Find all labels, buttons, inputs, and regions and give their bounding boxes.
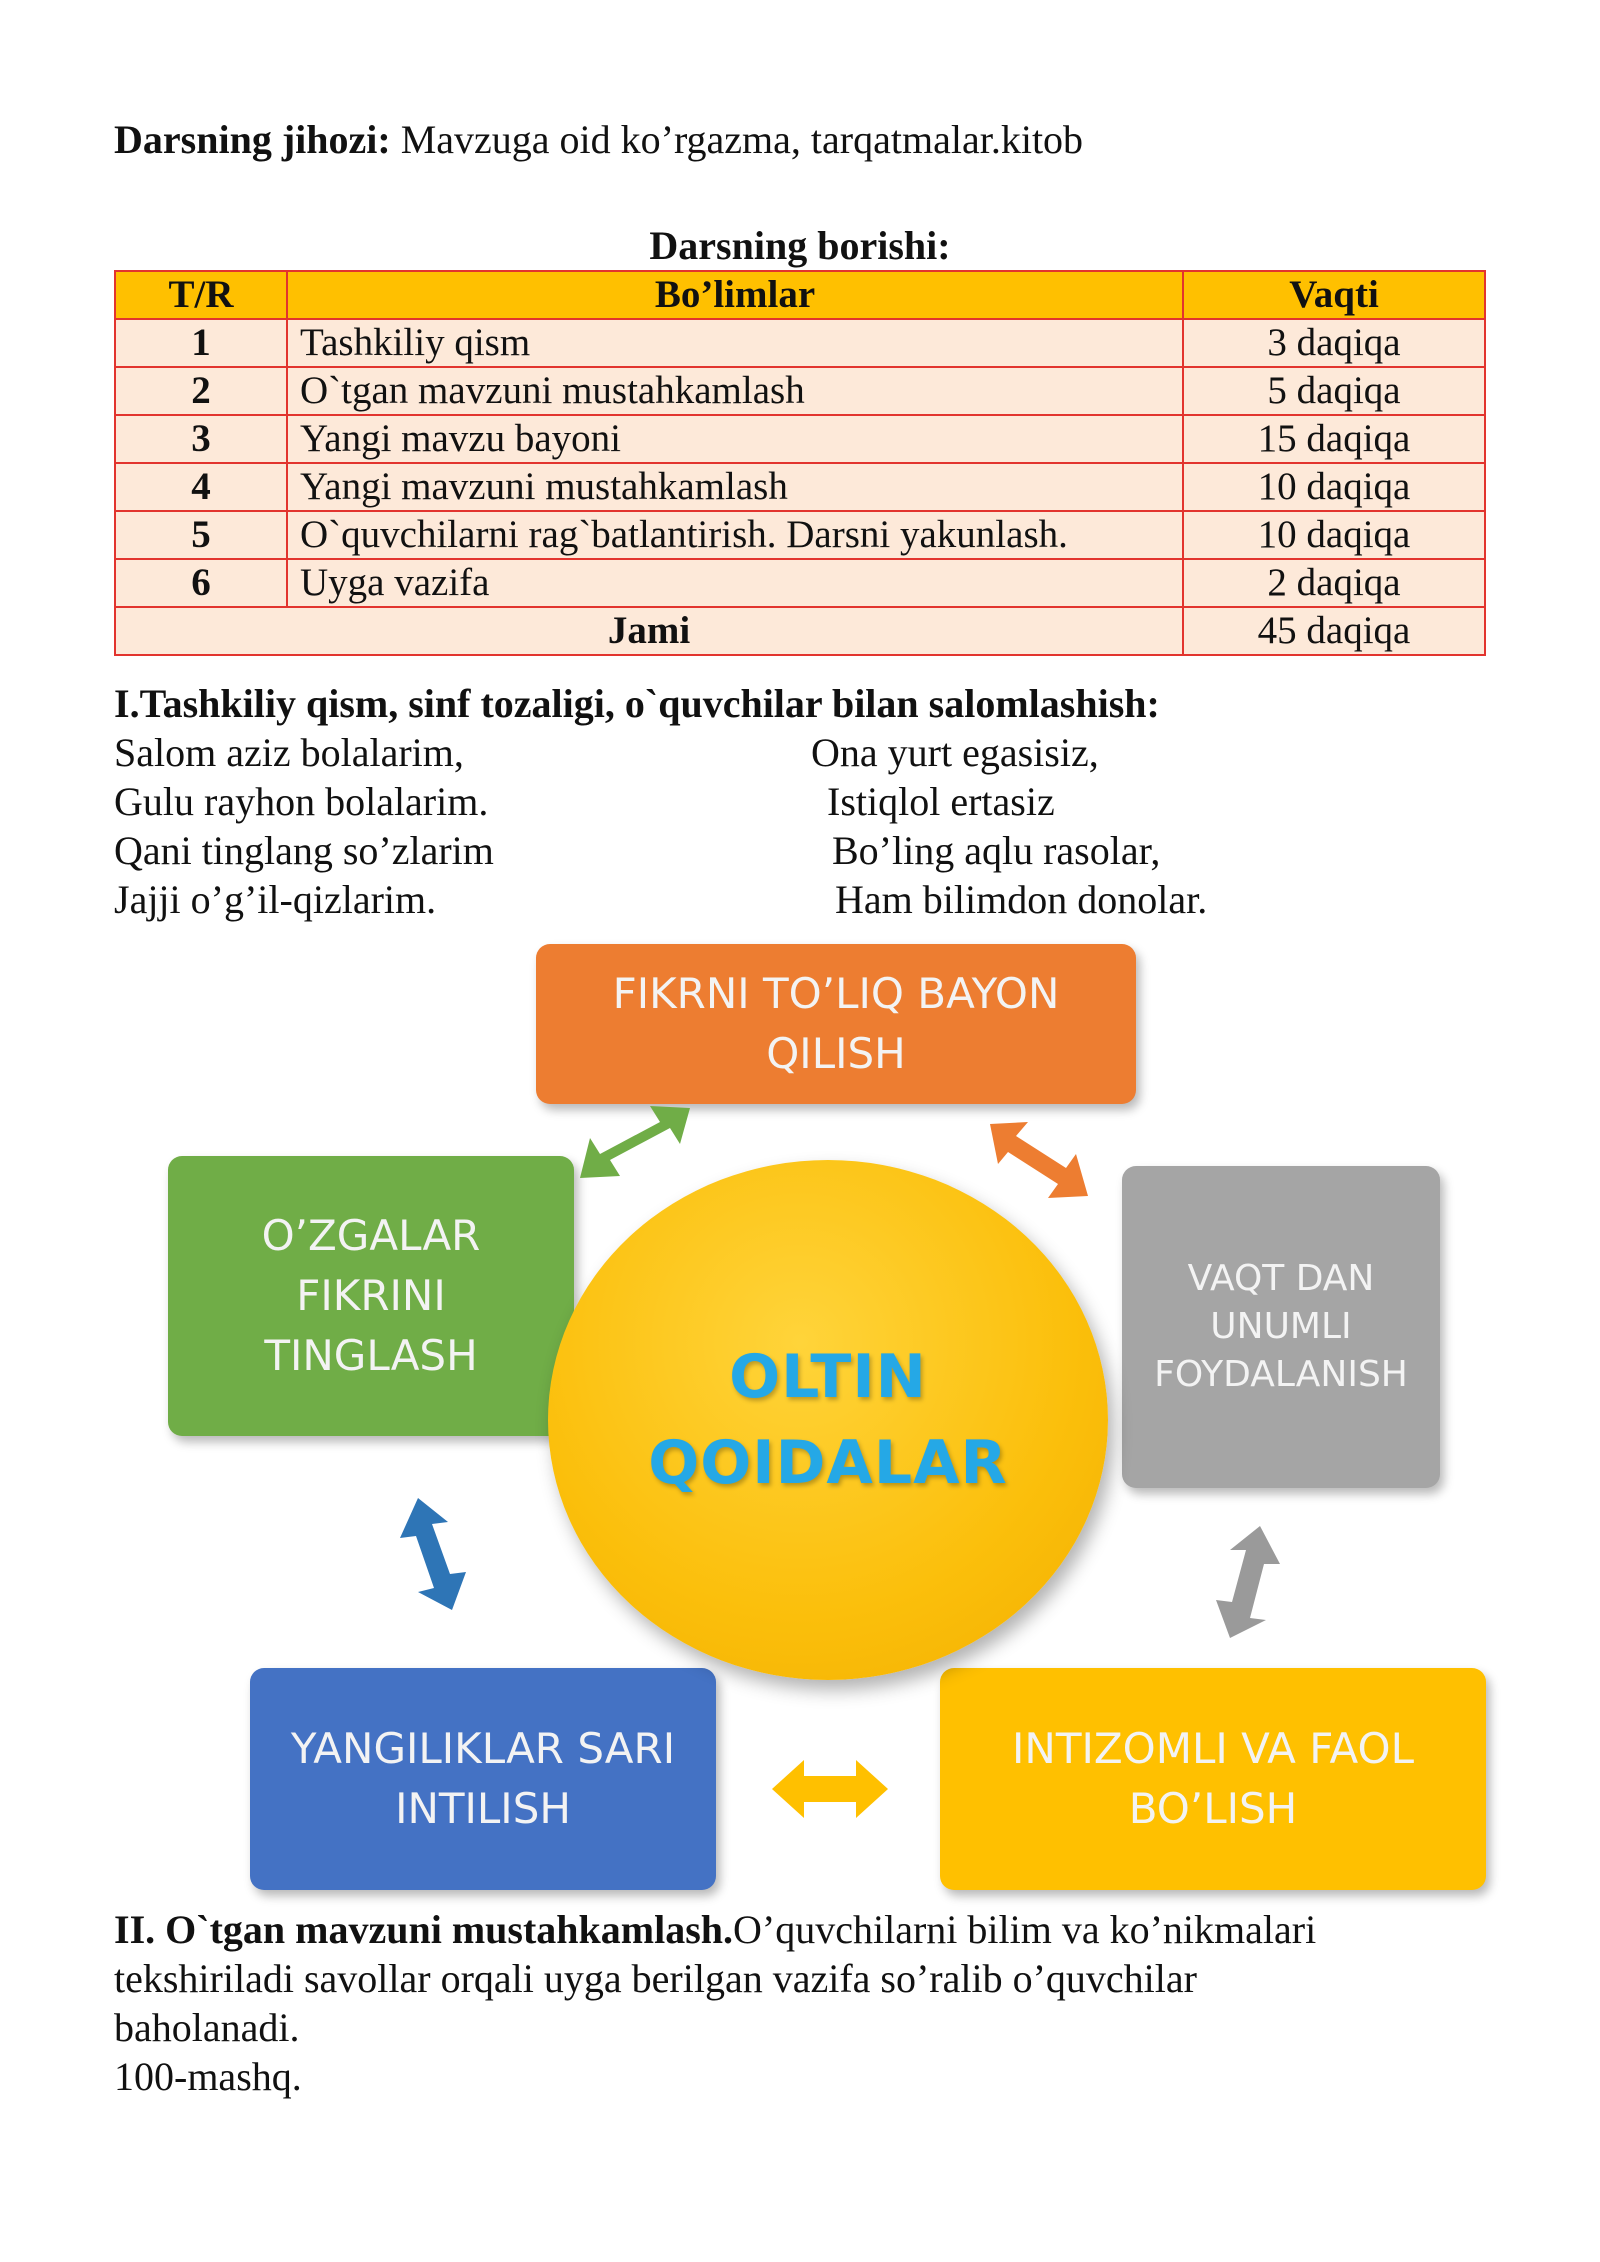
rule-box-bottom-right	[940, 1668, 1486, 1890]
double-arrow-icon	[396, 1494, 476, 1614]
double-arrow-icon	[984, 1114, 1094, 1204]
row-number: 4	[115, 463, 287, 511]
table-total-row	[115, 607, 1485, 655]
rule-box-bottom-left	[250, 1668, 716, 1890]
rule-box-right-line: UNUMLI	[1210, 1306, 1352, 1347]
center-circle	[548, 1160, 1108, 1680]
total-time: 45 daqiqa	[1183, 607, 1485, 655]
table-row	[115, 367, 1485, 415]
row-number: 6	[115, 559, 287, 607]
row-time: 10 daqiqa	[1183, 463, 1485, 511]
rule-box-left-line: FIKRINI	[296, 1271, 446, 1320]
section2-first-line	[114, 1906, 1316, 1954]
table-row	[115, 463, 1485, 511]
table-row	[115, 559, 1485, 607]
poem-right-line: Ona yurt egasisiz,	[811, 730, 1099, 775]
equipment-line	[114, 116, 1083, 164]
section2-text: O’quvchilarni bilim va ko’nikmalari	[733, 1907, 1317, 1952]
section2-heading: II. O`tgan mavzuni mustahkamlash.	[114, 1907, 734, 1952]
rule-box-left	[168, 1156, 574, 1436]
table-header-row	[115, 271, 1485, 319]
section2-text-line: baholanadi.	[114, 2005, 300, 2050]
section2-text-line: tekshiriladi savollar orqali uyga berilgan vazifa so’ralib o’quvchilar	[114, 1956, 1197, 2001]
row-time: 2 daqiqa	[1183, 559, 1485, 607]
rule-box-bottom-right-line: INTIZOMLI VA FAOL	[1012, 1724, 1414, 1773]
total-label: Jami	[115, 607, 1183, 655]
lesson-plan-table	[114, 270, 1486, 656]
row-section: O`tgan mavzuni mustahkamlash	[287, 367, 1183, 415]
rule-box-bottom-left-line: INTILISH	[395, 1784, 571, 1833]
rule-box-right-line: VAQT DAN	[1187, 1258, 1375, 1299]
equipment-label: Darsning jihozi:	[114, 117, 391, 162]
row-section: Yangi mavzuni mustahkamlash	[287, 463, 1183, 511]
row-number: 3	[115, 415, 287, 463]
double-arrow-icon	[1206, 1522, 1286, 1642]
poem-left-line: Gulu rayhon bolalarim.	[114, 779, 489, 824]
rule-box-top-line: QILISH	[766, 1029, 906, 1078]
double-arrow-icon	[570, 1098, 700, 1188]
rule-box-right	[1122, 1166, 1440, 1488]
poem-right-line: Bo’ling aqlu rasolar,	[832, 828, 1161, 873]
rule-box-left-line: TINGLASH	[264, 1331, 478, 1380]
row-time: 3 daqiqa	[1183, 319, 1485, 367]
poem-right-line: Ham bilimdon donolar.	[835, 877, 1208, 922]
row-time: 5 daqiqa	[1183, 367, 1485, 415]
row-time: 10 daqiqa	[1183, 511, 1485, 559]
double-arrow-icon	[770, 1754, 890, 1824]
table-row	[115, 511, 1485, 559]
row-number: 5	[115, 511, 287, 559]
table-row	[115, 415, 1485, 463]
poem-left-line: Jajji o’g’il-qizlarim.	[114, 877, 437, 922]
row-section: Yangi mavzu bayoni	[287, 415, 1183, 463]
header-tr: T/R	[115, 271, 287, 319]
equipment-value: Mavzuga oid ko’rgazma, tarqatmalar.kitob	[390, 117, 1084, 162]
row-section: Tashkiliy qism	[287, 319, 1183, 367]
poem-left-line: Qani tinglang so’zlarim	[114, 828, 494, 873]
poem-left-line: Salom aziz bolalarim,	[114, 730, 464, 775]
header-time: Vaqti	[1183, 271, 1485, 319]
center-circle-line: OLTIN	[729, 1342, 927, 1412]
plan-title: Darsning borishi:	[649, 223, 951, 268]
row-section: O`quvchilarni rag`batlantirish. Darsni yakunlash.	[287, 511, 1183, 559]
rule-box-left-line: O’ZGALAR	[261, 1211, 481, 1260]
rule-box-top	[536, 944, 1136, 1104]
section1-heading: I.Tashkiliy qism, sinf tozaligi, o`quvchilar bilan salomlashish:	[114, 681, 1160, 726]
table-row	[115, 319, 1485, 367]
rule-box-right-line: FOYDALANISH	[1154, 1354, 1408, 1395]
rule-box-top-line: FIKRNI TO’LIQ BAYON	[612, 969, 1060, 1018]
exercise-line: 100-mashq.	[114, 2054, 302, 2099]
row-number: 1	[115, 319, 287, 367]
center-circle-line: QOIDALAR	[648, 1428, 1008, 1498]
row-section: Uyga vazifa	[287, 559, 1183, 607]
rule-box-bottom-left-line: YANGILIKLAR SARI	[290, 1724, 676, 1773]
header-sections: Bo’limlar	[287, 271, 1183, 319]
row-number: 2	[115, 367, 287, 415]
rule-box-bottom-right-line: BO’LISH	[1128, 1784, 1298, 1833]
row-time: 15 daqiqa	[1183, 415, 1485, 463]
poem-right-line: Istiqlol ertasiz	[827, 779, 1055, 824]
